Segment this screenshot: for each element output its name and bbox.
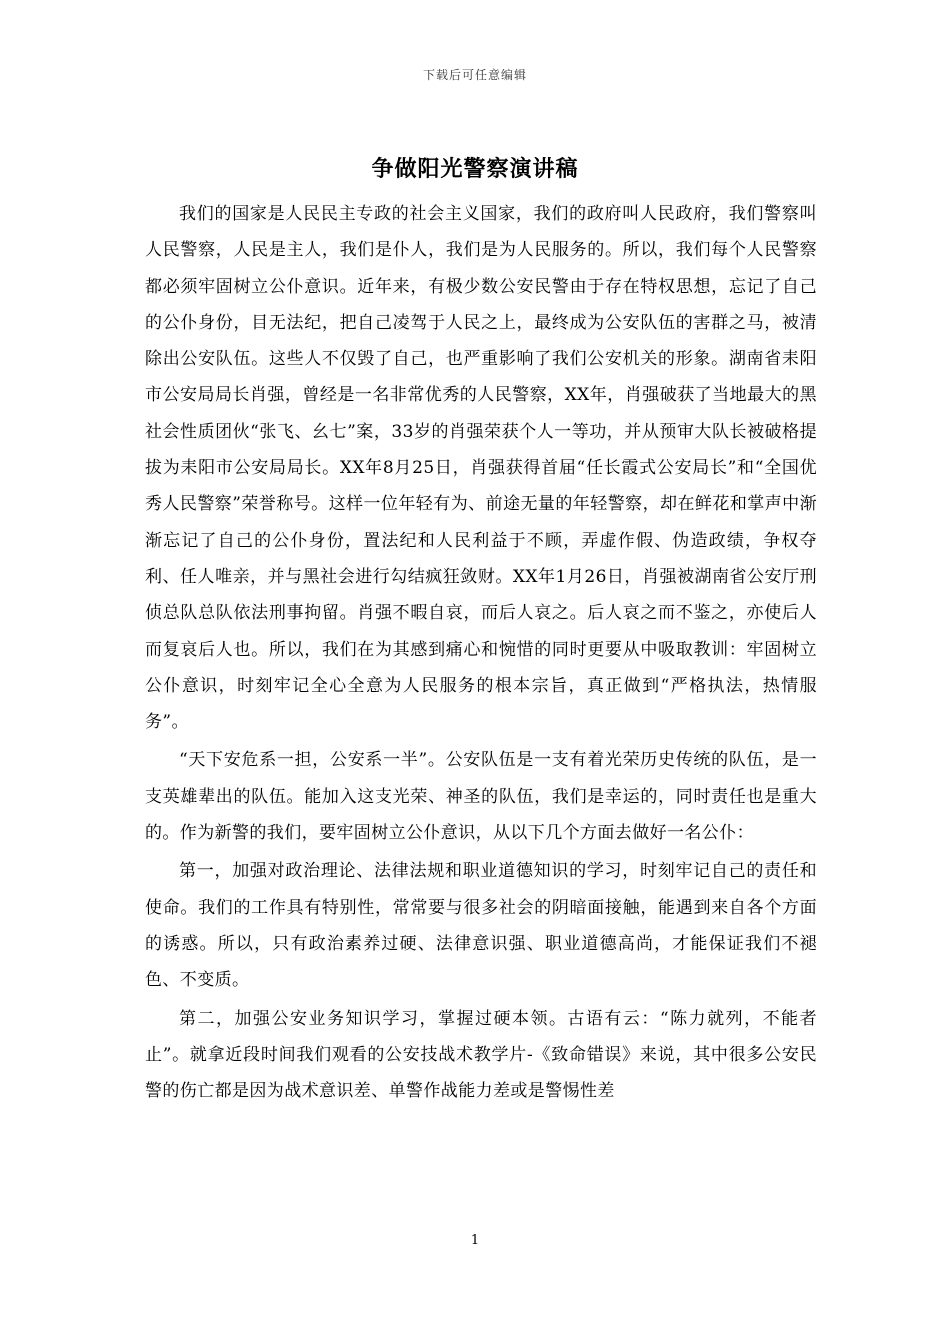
paragraph-4: 第二，加强公安业务知识学习，掌握过硬本领。古语有云：“陈力就列，不能者止”。就拿近段时间我们观看的公安技战术教学片-《致命错误》来说，其中很多公安民警的伤亡都是因为战术意识差、单警作战能力差或是警惕性差 xyxy=(145,1008,817,1102)
header-note: 下载后可任意编辑 xyxy=(422,68,527,82)
paragraph-2: “天下安危系一担，公安系一半”。公安队伍是一支有着光荣历史传统的队伍，是一支英雄辈出的队伍。能加入这支光荣、神圣的队伍，我们是幸运的，同时责任也是重大的。作为新警的我们，要牢固树立公仆意识，从以下几个方面去做好一名公仆： xyxy=(145,750,817,844)
document-body xyxy=(145,196,817,1109)
paragraph-1: 我们的国家是人民民主专政的社会主义国家，我们的政府叫人民政府，我们警察叫人民警察，人民是主人，我们是仆人，我们是为人民服务的。所以，我们每个人民警察都必须牢固树立公仆意识。近年来，有极少数公安民警由于存在特权思想，忘记了自己的公仆身份，目无法纪，把自己凌驾于人民之上，最终成为公安队伍的害群之马，被清除出公安队伍。这些人不仅毁了自己，也严重影响了我们公安机关的形象。湖南省耒阳市公安局局长肖强，曾经是一名非常优秀的人民警察，XX年，肖强破获了当地最大的黑社会性质团伙“张飞、幺七”案，33岁的肖强荣获个人一等功，并从预审大队长被破格提拔为耒阳市公安局局长。XX年8月25日，肖强获得首届“任长霞式公安局长”和“全国优秀人民警察”荣誉称号。这样一位年轻有为、前途无量的年轻警察，却在鲜花和掌声中渐渐忘记了自己的公仆身份，置法纪和人民利益于不顾，弄虚作假、伪造政绩，争权夺利、任人唯亲，并与黑社会进行勾结疯狂敛财。XX年1月26日，肖强被湖南省公安厅刑侦总队总队依法刑事拘留。肖强不暇自哀，而后人哀之。后人哀之而不鉴之，亦使后人而复哀后人也。所以，我们在为其感到痛心和惋惜的同时更要从中吸取教训：牢固树立公仆意识，时刻牢记全心全意为人民服务的根本宗旨，真正做到“严格执法，热情服务”。 xyxy=(145,204,817,733)
paragraph-3: 第一，加强对政治理论、法律法规和职业道德知识的学习，时刻牢记自己的责任和使命。我们的工作具有特别性，常常要与很多社会的阴暗面接触，能遇到来自各个方面的诱惑。所以，只有政治素养过硬、法律意识强、职业道德高尚，才能保证我们不褪色、不变质。 xyxy=(145,861,817,991)
document-title: 争做阳光警察演讲稿 xyxy=(371,156,579,182)
page-number: 1 xyxy=(470,1233,480,1248)
